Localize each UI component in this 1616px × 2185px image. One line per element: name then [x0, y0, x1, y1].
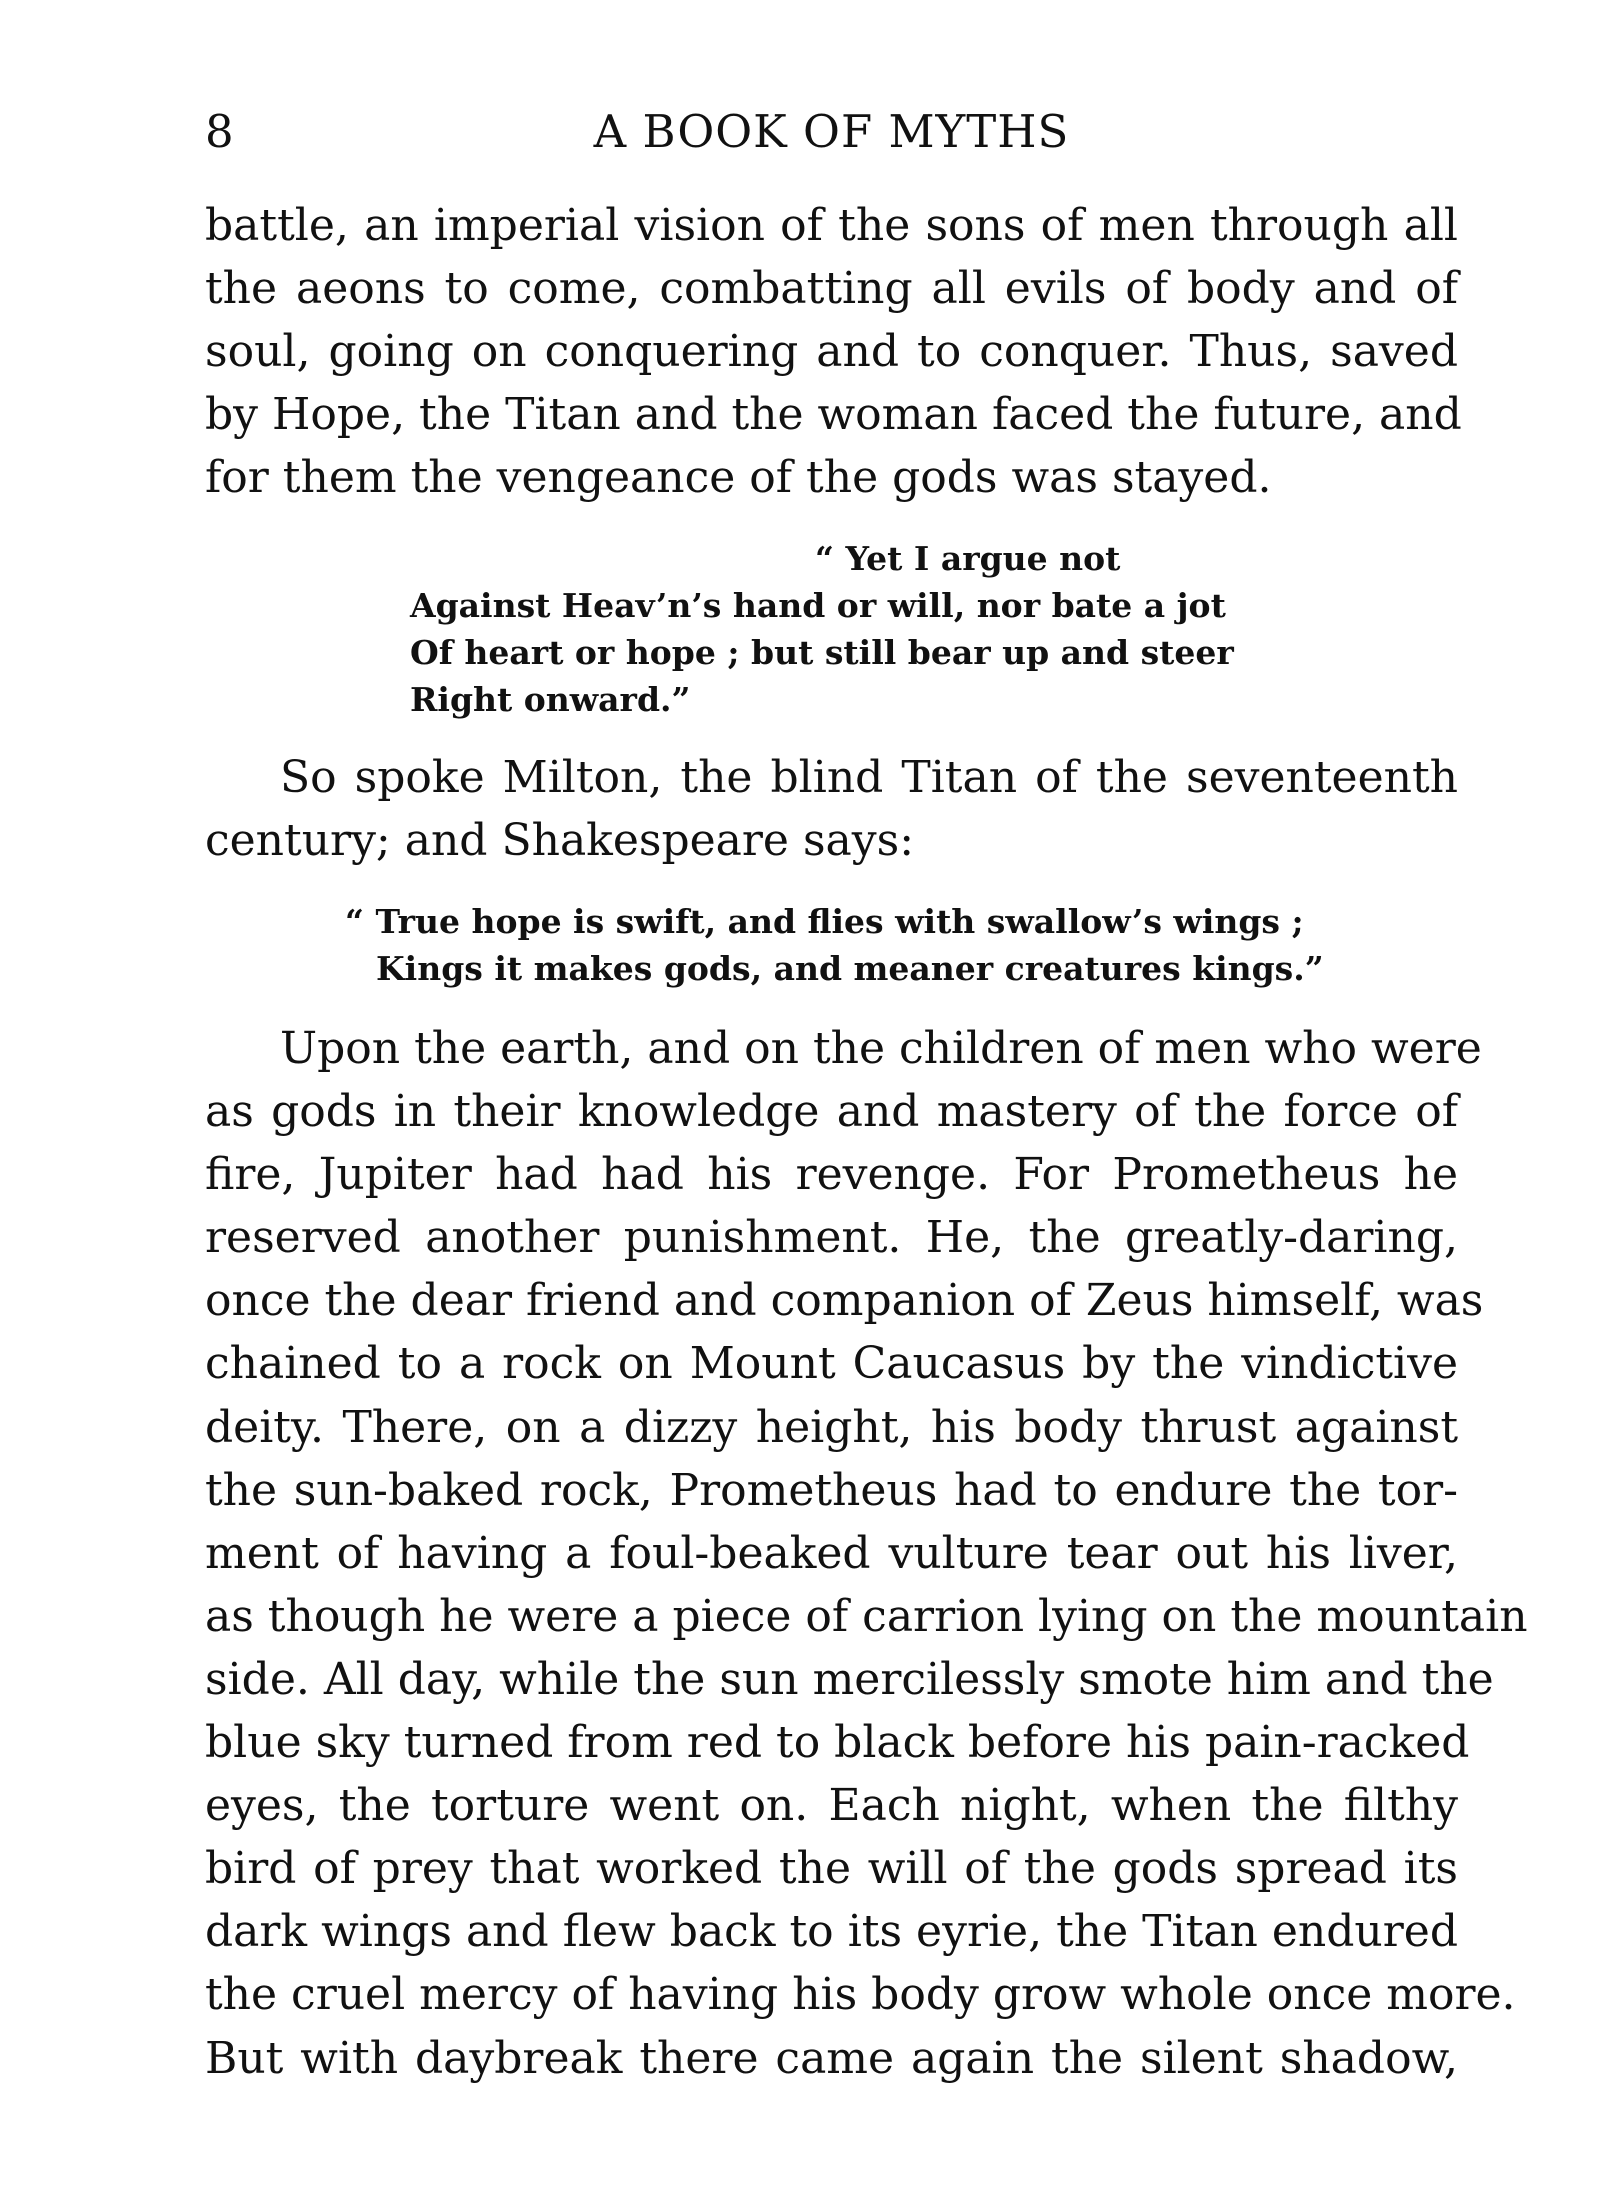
text-line: once the dear friend and companion of Zeus himself, was: [205, 1275, 1484, 1327]
verse-line: “ True hope is swift, and flies with swallow’s wings ;: [345, 902, 1304, 941]
running-title: A BOOK OF MYTHS: [593, 105, 1070, 158]
paragraph-3: [205, 1017, 1528, 2090]
text-line: ment of having a foul-beaked vulture tear out his liver,: [205, 1527, 1458, 1579]
text-line: the cruel mercy of having his body grow whole once more.: [205, 1969, 1516, 2021]
text-line: dark wings and flew back to its eyrie, the Titan endured: [205, 1906, 1458, 1958]
paragraph-1: [205, 194, 1462, 509]
text-line: chained to a rock on Mount Caucasus by the vindictive: [205, 1338, 1458, 1390]
text-line: eyes, the torture went on. Each night, when the filthy: [205, 1780, 1458, 1832]
text-line: side. All day, while the sun mercilessly smote him and the: [205, 1653, 1494, 1705]
verse-line: Of heart or hope ; but still bear up and steer: [410, 633, 1234, 672]
text-line: the sun-baked rock, Prometheus had to endure the tor-: [205, 1464, 1458, 1516]
text-line: fire, Jupiter had had his revenge. For Prometheus he: [205, 1149, 1458, 1201]
text-line: But with daybreak there came again the silent shadow,: [205, 2032, 1458, 2084]
verse-line: Kings it makes gods, and meaner creatures kings.”: [376, 949, 1324, 988]
verse-line: Against Heav’n’s hand or will, nor bate a jot: [410, 586, 1226, 625]
verse-line: Right onward.”: [410, 680, 691, 719]
text-line: the aeons to come, combatting all evils of body and of: [205, 263, 1458, 315]
verse-line: “ Yet I argue not: [815, 539, 1121, 578]
text-line: as though he were a piece of carrion lying on the mountain: [205, 1590, 1528, 1642]
text-line: soul, going on conquering and to conquer. Thus, saved: [205, 326, 1458, 378]
text-line: bird of prey that worked the will of the gods spread its: [205, 1843, 1458, 1895]
text-line: reserved another punishment. He, the greatly-daring,: [205, 1212, 1458, 1264]
text-line: for them the vengeance of the gods was stayed.: [205, 452, 1272, 504]
text-line: by Hope, the Titan and the woman faced the future, and: [205, 389, 1462, 441]
text-line: Upon the earth, and on the children of men who were: [280, 1023, 1482, 1074]
milton-quotation: [410, 535, 1234, 723]
text-line: century; and Shakespeare says:: [205, 815, 915, 867]
page-header: [205, 102, 1458, 162]
text-line: deity. There, on a dizzy height, his body thrust against: [205, 1401, 1458, 1453]
text-line: blue sky turned from red to black before his pain-racked: [205, 1717, 1470, 1769]
paragraph-2: [205, 746, 1458, 872]
text-line: battle, an imperial vision of the sons of men through all: [205, 200, 1458, 251]
page-number: 8: [205, 105, 234, 158]
shakespeare-quotation: [345, 898, 1324, 992]
text-line: as gods in their knowledge and mastery of the force of: [205, 1086, 1458, 1138]
text-line: So spoke Milton, the blind Titan of the seventeenth: [280, 752, 1458, 803]
